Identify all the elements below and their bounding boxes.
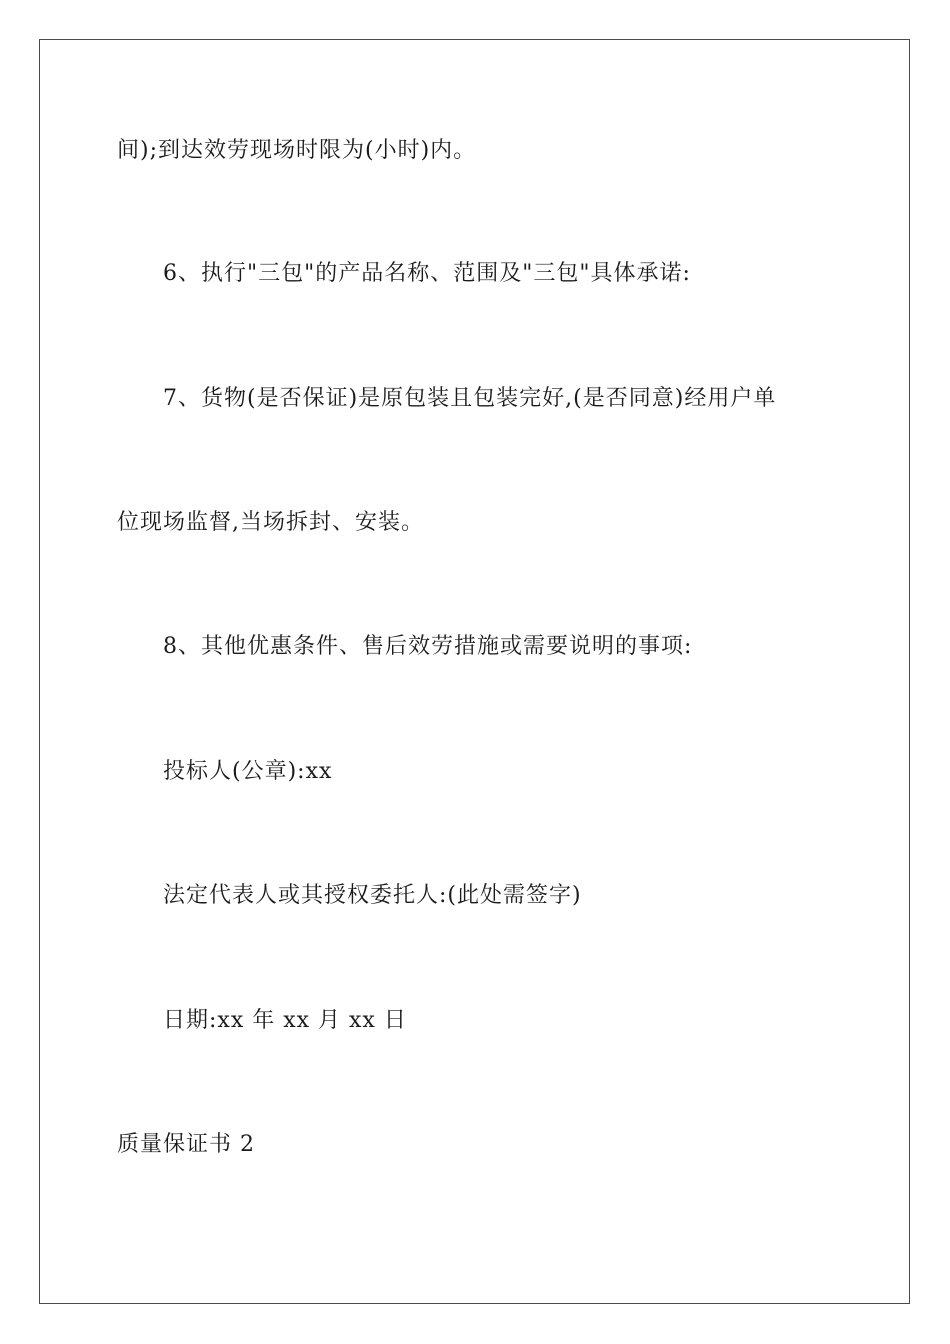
bidder-seal-line: 投标人(公章):xx (163, 759, 333, 784)
date-line: 日期:xx 年 xx 月 xx 日 (163, 1008, 407, 1033)
item-7-goods-packaging: 7、货物(是否保证)是原包装且包装完好,(是否同意)经用户单 (163, 386, 777, 411)
section-heading-quality-guarantee-2: 质量保证书 2 (117, 1132, 255, 1157)
item-6-three-guarantees: 6、执行"三包"的产品名称、范围及"三包"具体承诺: (163, 261, 691, 286)
item-7-continuation: 位现场监督,当场拆封、安装。 (117, 510, 424, 535)
legal-representative-line: 法定代表人或其授权委托人:(此处需签字) (163, 883, 582, 908)
item-8-other-conditions: 8、其他优惠条件、售后效劳措施或需要说明的事项: (163, 634, 693, 659)
page-border (39, 39, 910, 1304)
paragraph-line-response-time: 间);到达效劳现场时限为(小时)内。 (117, 138, 477, 163)
